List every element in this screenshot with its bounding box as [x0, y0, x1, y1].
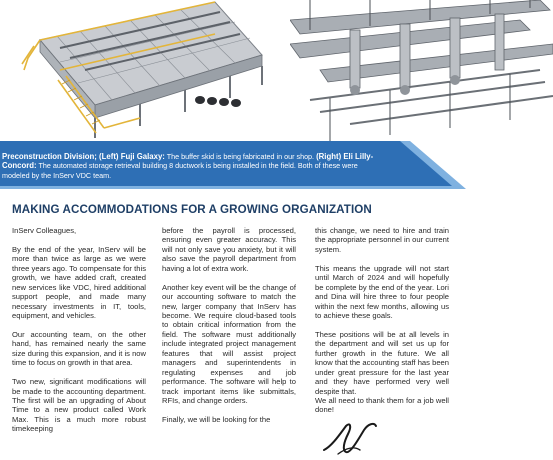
- photo-buffer-skid: [0, 0, 268, 141]
- paragraph: Two new, significant modifications will be made to the accounting department. The first will be an upgrading of About Time to a new product called Work Max. This is a much more robust timekeeping: [12, 377, 146, 434]
- paragraph: These positions will be at all levels in the department and will set us up for further growth in the future. We all know that the accounting staff has been under great pressure for the last year and they have performed very well despite that.: [315, 329, 449, 396]
- article-column-2: [162, 226, 296, 434]
- paragraph: before the payroll is processed, ensuring even greater accuracy. This will not only save you anxiety, but it will also save the payroll department from having a lot of extra work.: [162, 226, 296, 273]
- photo-caption: [2, 152, 382, 180]
- caption-label-right: (Right) Eli Lilly-Concord:: [2, 152, 374, 171]
- paragraph: this change, we need to hire and train the appropriate personnel in our current system.: [315, 226, 449, 254]
- caption-label-left: Preconstruction Division; (Left) Fuji Galaxy:: [2, 152, 165, 161]
- signature-icon: [320, 420, 380, 460]
- paragraph: This means the upgrade will not start until March of 2024 and will hopefully be complete by the end of the year. Lori and Dina will hire three to four people within the next few months, allowing us to achieve these goals.: [315, 263, 449, 321]
- paragraph: Finally, we will be looking for the: [162, 414, 271, 424]
- article-column-1: [12, 226, 146, 443]
- caption-text-left: The buffer skid is being fabricated in our shop.: [164, 152, 317, 161]
- paragraph: InServ Colleagues,: [12, 226, 77, 235]
- paragraph: Our accounting team, on the other hand, has remained nearly the same size during this expansion, and it is now time to focus on growth in that area.: [12, 329, 146, 368]
- article-title: MAKING ACCOMMODATIONS FOR A GROWING ORGANIZATION: [12, 203, 372, 216]
- paragraph: Another key event will be the change of our accounting software to match the new, larger company that InServ has become. We require cloud-based tools to obtain critical information from the field. The software must additionally include integrated project management features that will assist project managers and superintendents in regulating expenses and job performance. The software will help to track important items like submittals, RFIs, and change orders.: [162, 282, 296, 406]
- photo-ductwork: [290, 0, 553, 141]
- paragraph: By the end of the year, InServ will be more than twice as large as we were three years ago. To compensate for this growth, we have added craft, created new services like VDC, hired additional support people, and made many necessary investments in IT, tools, equipment, and vehicles.: [12, 244, 146, 321]
- caption-text-right: The automated storage retrieval building 8 ductwork is being installed in the field. Both of these were modeled by the InServ VDC team.: [2, 161, 358, 180]
- article-column-3: [315, 226, 449, 424]
- paragraph: We all need to thank them for a job well done!: [315, 396, 449, 415]
